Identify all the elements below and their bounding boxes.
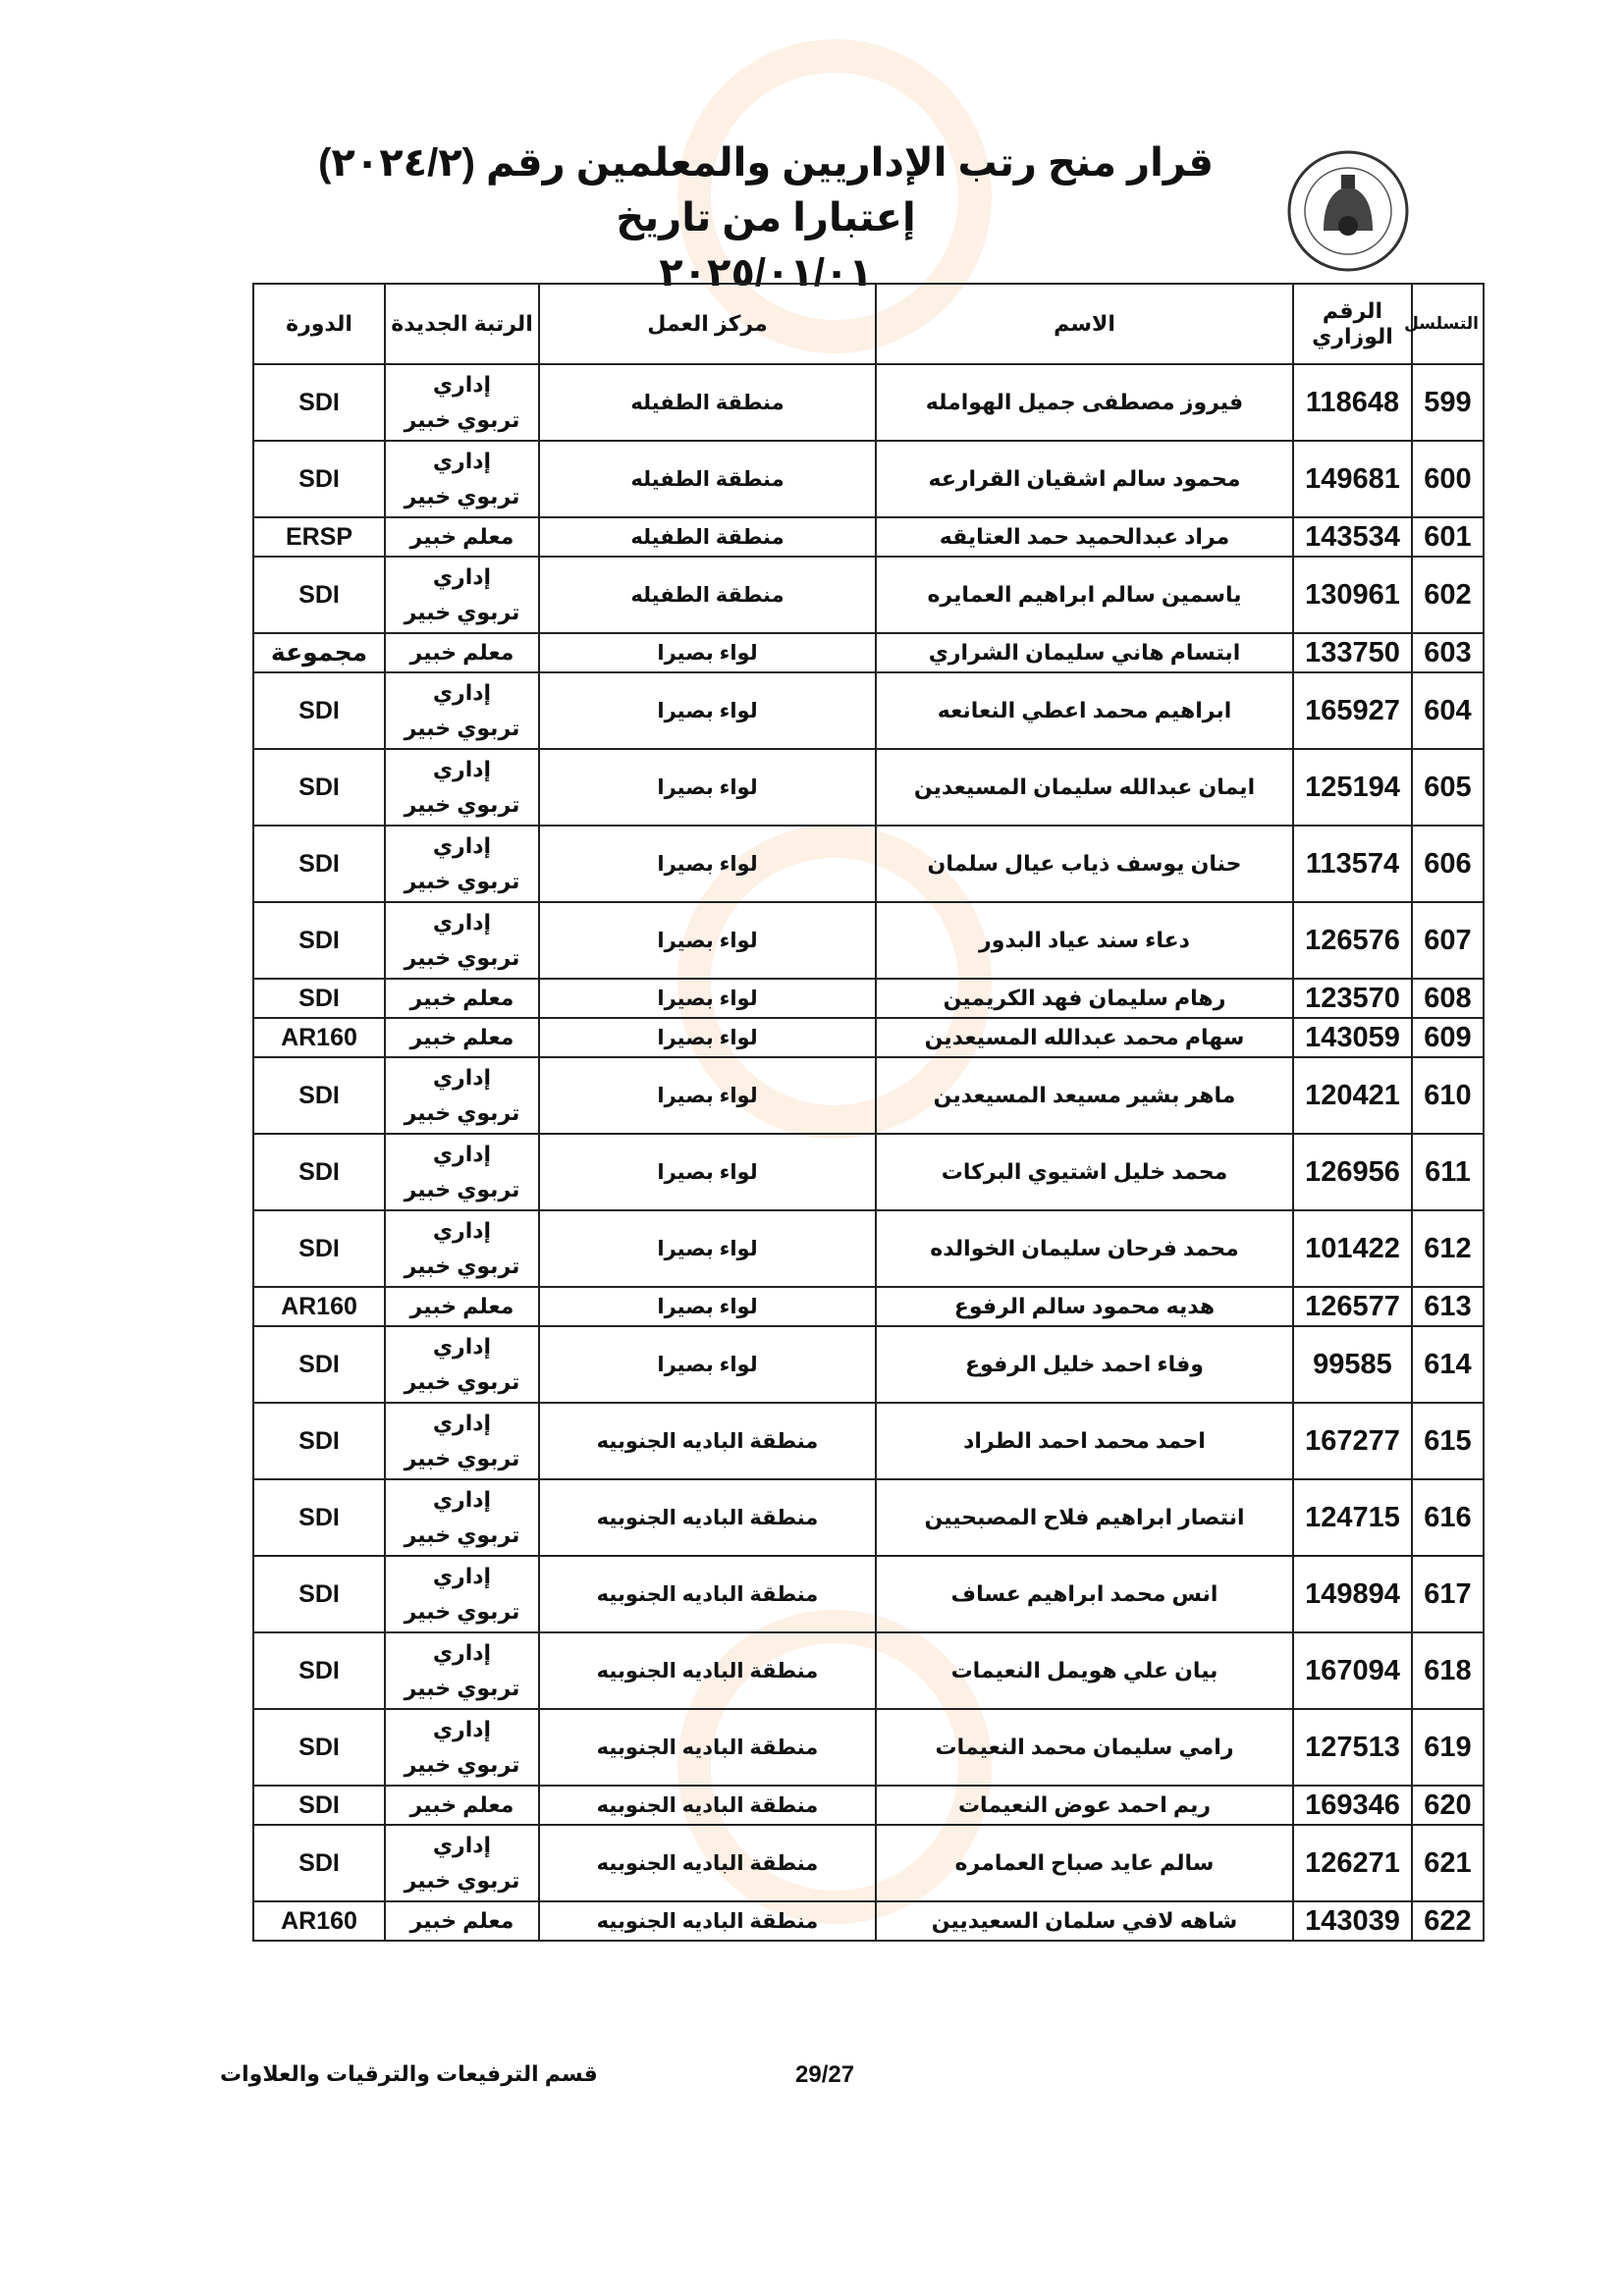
ministry-logo xyxy=(1255,147,1441,275)
cell-work-center: منطقة الطفيله xyxy=(539,364,876,441)
cell-serial: 609 xyxy=(1412,1018,1484,1057)
table-row xyxy=(253,557,1484,633)
cell-work-center: لواء بصيرا xyxy=(539,979,876,1018)
cell-name: سالم عايد صباح العمامره xyxy=(876,1825,1293,1901)
cell-name: فيروز مصطفى جميل الهوامله xyxy=(876,364,1293,441)
cell-serial: 611 xyxy=(1412,1134,1484,1210)
cell-new-rank: إداري تربوي خبير xyxy=(385,1210,539,1287)
cell-name: هديه محمود سالم الرفوع xyxy=(876,1287,1293,1326)
table-row xyxy=(253,517,1484,557)
table-row xyxy=(253,1786,1484,1825)
cell-ministry-number: 149681 xyxy=(1293,441,1412,517)
cell-ministry-number: 124715 xyxy=(1293,1479,1412,1556)
cell-serial: 616 xyxy=(1412,1479,1484,1556)
cell-new-rank: إداري تربوي خبير xyxy=(385,1403,539,1479)
cell-work-center: لواء بصيرا xyxy=(539,672,876,749)
table-row xyxy=(253,672,1484,749)
cell-ministry-number: 99585 xyxy=(1293,1326,1412,1403)
cell-ministry-number: 126576 xyxy=(1293,902,1412,979)
cell-name: ياسمين سالم ابراهيم العمايره xyxy=(876,557,1293,633)
table-row xyxy=(253,1018,1484,1057)
cell-work-center: لواء بصيرا xyxy=(539,1287,876,1326)
title-line-1: قرار منح رتب الإداريين والمعلمين رقم (٢٠٢٤/٢) إعتبارا من تاريخ xyxy=(318,141,1214,240)
cell-serial: 606 xyxy=(1412,826,1484,902)
cell-serial: 614 xyxy=(1412,1326,1484,1403)
cell-serial: 620 xyxy=(1412,1786,1484,1825)
cell-work-center: منطقة الباديه الجنوبيه xyxy=(539,1632,876,1709)
table-row xyxy=(253,1709,1484,1786)
table-row xyxy=(253,1556,1484,1632)
cell-name: دعاء سند عياد البدور xyxy=(876,902,1293,979)
cell-course: SDI xyxy=(253,979,385,1018)
cell-serial: 600 xyxy=(1412,441,1484,517)
cell-ministry-number: 127513 xyxy=(1293,1709,1412,1786)
cell-name: بيان علي هويمل النعيمات xyxy=(876,1632,1293,1709)
cell-name: حنان يوسف ذياب عيال سلمان xyxy=(876,826,1293,902)
cell-course: SDI xyxy=(253,364,385,441)
cell-work-center: لواء بصيرا xyxy=(539,902,876,979)
table-row xyxy=(253,1210,1484,1287)
cell-serial: 621 xyxy=(1412,1825,1484,1901)
cell-work-center: لواء بصيرا xyxy=(539,633,876,672)
cell-new-rank: إداري تربوي خبير xyxy=(385,826,539,902)
cell-new-rank: إداري تربوي خبير xyxy=(385,672,539,749)
cell-ministry-number: 143534 xyxy=(1293,517,1412,557)
ranks-table xyxy=(252,283,1485,1942)
cell-name: محمد فرحان سليمان الخوالده xyxy=(876,1210,1293,1287)
cell-course: SDI xyxy=(253,1632,385,1709)
cell-name: ابتسام هاني سليمان الشراري xyxy=(876,633,1293,672)
cell-work-center: لواء بصيرا xyxy=(539,1210,876,1287)
cell-name: رهام سليمان فهد الكريمين xyxy=(876,979,1293,1018)
cell-new-rank: إداري تربوي خبير xyxy=(385,1057,539,1134)
cell-course: SDI xyxy=(253,1403,385,1479)
cell-course: SDI xyxy=(253,1825,385,1901)
cell-ministry-number: 143039 xyxy=(1293,1901,1412,1941)
cell-ministry-number: 123570 xyxy=(1293,979,1412,1018)
cell-course: SDI xyxy=(253,1210,385,1287)
cell-course: SDI xyxy=(253,672,385,749)
cell-work-center: لواء بصيرا xyxy=(539,1018,876,1057)
table-row xyxy=(253,1057,1484,1134)
cell-ministry-number: 149894 xyxy=(1293,1556,1412,1632)
cell-new-rank: إداري تربوي خبير xyxy=(385,441,539,517)
cell-new-rank: إداري تربوي خبير xyxy=(385,1479,539,1556)
cell-serial: 601 xyxy=(1412,517,1484,557)
cell-course: SDI xyxy=(253,826,385,902)
cell-serial: 619 xyxy=(1412,1709,1484,1786)
cell-serial: 608 xyxy=(1412,979,1484,1018)
cell-work-center: لواء بصيرا xyxy=(539,1134,876,1210)
cell-work-center: منطقة الطفيله xyxy=(539,441,876,517)
cell-new-rank: معلم خبير xyxy=(385,1786,539,1825)
cell-work-center: منطقة الباديه الجنوبيه xyxy=(539,1709,876,1786)
cell-new-rank: إداري تربوي خبير xyxy=(385,1326,539,1403)
table-row xyxy=(253,441,1484,517)
cell-new-rank: إداري تربوي خبير xyxy=(385,1709,539,1786)
cell-course: SDI xyxy=(253,1326,385,1403)
cell-name: سهام محمد عبدالله المسيعدين xyxy=(876,1018,1293,1057)
cell-serial: 622 xyxy=(1412,1901,1484,1941)
table-row xyxy=(253,826,1484,902)
cell-name: مراد عبدالحميد حمد العتايقه xyxy=(876,517,1293,557)
table-row xyxy=(253,1479,1484,1556)
cell-ministry-number: 167094 xyxy=(1293,1632,1412,1709)
table-row xyxy=(253,1326,1484,1403)
cell-ministry-number: 118648 xyxy=(1293,364,1412,441)
cell-serial: 602 xyxy=(1412,557,1484,633)
table-row xyxy=(253,1403,1484,1479)
cell-name: ايمان عبدالله سليمان المسيعدين xyxy=(876,749,1293,826)
table-row xyxy=(253,1901,1484,1941)
cell-work-center: منطقة الباديه الجنوبيه xyxy=(539,1556,876,1632)
cell-new-rank: معلم خبير xyxy=(385,1901,539,1941)
cell-new-rank: إداري تربوي خبير xyxy=(385,1134,539,1210)
cell-work-center: منطقة الباديه الجنوبيه xyxy=(539,1403,876,1479)
table-row xyxy=(253,1632,1484,1709)
cell-new-rank: إداري تربوي خبير xyxy=(385,364,539,441)
header-serial: التسلسل xyxy=(1412,284,1484,364)
cell-work-center: منطقة الباديه الجنوبيه xyxy=(539,1786,876,1825)
cell-course: SDI xyxy=(253,1556,385,1632)
cell-course: SDI xyxy=(253,1134,385,1210)
cell-new-rank: إداري تربوي خبير xyxy=(385,749,539,826)
cell-new-rank: معلم خبير xyxy=(385,1287,539,1326)
cell-work-center: لواء بصيرا xyxy=(539,1326,876,1403)
cell-ministry-number: 113574 xyxy=(1293,826,1412,902)
cell-new-rank: معلم خبير xyxy=(385,633,539,672)
cell-work-center: منطقة الباديه الجنوبيه xyxy=(539,1901,876,1941)
table-row xyxy=(253,1825,1484,1901)
cell-ministry-number: 126577 xyxy=(1293,1287,1412,1326)
header-ministry-number: الرقم الوزاري xyxy=(1293,284,1412,364)
cell-ministry-number: 143059 xyxy=(1293,1018,1412,1057)
cell-work-center: لواء بصيرا xyxy=(539,826,876,902)
cell-ministry-number: 101422 xyxy=(1293,1210,1412,1287)
cell-ministry-number: 167277 xyxy=(1293,1403,1412,1479)
cell-work-center: منطقة الطفيله xyxy=(539,517,876,557)
cell-name: احمد محمد احمد الطراد xyxy=(876,1403,1293,1479)
cell-ministry-number: 133750 xyxy=(1293,633,1412,672)
footer-department: قسم الترفيعات والترقيات والعلاوات xyxy=(220,2061,598,2086)
cell-course: SDI xyxy=(253,1479,385,1556)
table-header-row xyxy=(253,284,1484,364)
cell-ministry-number: 126271 xyxy=(1293,1825,1412,1901)
cell-name: انس محمد ابراهيم عساف xyxy=(876,1556,1293,1632)
cell-name: وفاء احمد خليل الرفوع xyxy=(876,1326,1293,1403)
cell-ministry-number: 169346 xyxy=(1293,1786,1412,1825)
cell-new-rank: إداري تربوي خبير xyxy=(385,902,539,979)
cell-name: محمد خليل اشتيوي البركات xyxy=(876,1134,1293,1210)
cell-serial: 607 xyxy=(1412,902,1484,979)
cell-new-rank: معلم خبير xyxy=(385,517,539,557)
cell-serial: 615 xyxy=(1412,1403,1484,1479)
header-new-rank: الرتبة الجديدة xyxy=(385,284,539,364)
cell-serial: 613 xyxy=(1412,1287,1484,1326)
cell-work-center: لواء بصيرا xyxy=(539,1057,876,1134)
cell-course: SDI xyxy=(253,1709,385,1786)
cell-new-rank: إداري تربوي خبير xyxy=(385,1556,539,1632)
header-course: الدورة xyxy=(253,284,385,364)
cell-serial: 605 xyxy=(1412,749,1484,826)
cell-ministry-number: 130961 xyxy=(1293,557,1412,633)
cell-ministry-number: 126956 xyxy=(1293,1134,1412,1210)
cell-name: رامي سليمان محمد النعيمات xyxy=(876,1709,1293,1786)
table-row xyxy=(253,364,1484,441)
cell-course: SDI xyxy=(253,749,385,826)
cell-name: ريم احمد عوض النعيمات xyxy=(876,1786,1293,1825)
cell-name: ابراهيم محمد اعطي النعانعه xyxy=(876,672,1293,749)
cell-ministry-number: 125194 xyxy=(1293,749,1412,826)
cell-course: SDI xyxy=(253,1786,385,1825)
header-work-center: مركز العمل xyxy=(539,284,876,364)
cell-course: SDI xyxy=(253,441,385,517)
title-line-2: ٢٠٢٥/٠١/٠١ xyxy=(659,251,873,294)
cell-work-center: لواء بصيرا xyxy=(539,749,876,826)
cell-work-center: منطقة الباديه الجنوبيه xyxy=(539,1825,876,1901)
cell-serial: 618 xyxy=(1412,1632,1484,1709)
cell-work-center: منطقة الطفيله xyxy=(539,557,876,633)
cell-serial: 610 xyxy=(1412,1057,1484,1134)
cell-name: انتصار ابراهيم فلاح المصبحيين xyxy=(876,1479,1293,1556)
cell-serial: 617 xyxy=(1412,1556,1484,1632)
cell-serial: 604 xyxy=(1412,672,1484,749)
cell-serial: 599 xyxy=(1412,364,1484,441)
cell-course: مجموعة xyxy=(253,633,385,672)
cell-name: محمود سالم اشقيان القرارعه xyxy=(876,441,1293,517)
table-row xyxy=(253,1134,1484,1210)
cell-name: شاهه لافي سلمان السعيديين xyxy=(876,1901,1293,1941)
page-title xyxy=(295,135,1237,300)
cell-course: SDI xyxy=(253,902,385,979)
cell-work-center: منطقة الباديه الجنوبيه xyxy=(539,1479,876,1556)
cell-ministry-number: 120421 xyxy=(1293,1057,1412,1134)
cell-course: ERSP xyxy=(253,517,385,557)
table-row xyxy=(253,633,1484,672)
table-row xyxy=(253,1287,1484,1326)
cell-new-rank: معلم خبير xyxy=(385,979,539,1018)
header-name: الاسم xyxy=(876,284,1293,364)
table-row xyxy=(253,902,1484,979)
cell-new-rank: إداري تربوي خبير xyxy=(385,1825,539,1901)
cell-course: AR160 xyxy=(253,1018,385,1057)
cell-course: SDI xyxy=(253,1057,385,1134)
cell-name: ماهر بشير مسيعد المسيعدين xyxy=(876,1057,1293,1134)
cell-serial: 612 xyxy=(1412,1210,1484,1287)
cell-new-rank: إداري تربوي خبير xyxy=(385,1632,539,1709)
table-row xyxy=(253,749,1484,826)
cell-course: AR160 xyxy=(253,1287,385,1326)
cell-serial: 603 xyxy=(1412,633,1484,672)
cell-new-rank: إداري تربوي خبير xyxy=(385,557,539,633)
page-number: 29/27 xyxy=(795,2061,855,2088)
cell-new-rank: معلم خبير xyxy=(385,1018,539,1057)
cell-course: AR160 xyxy=(253,1901,385,1941)
table-row xyxy=(253,979,1484,1018)
cell-course: SDI xyxy=(253,557,385,633)
cell-ministry-number: 165927 xyxy=(1293,672,1412,749)
